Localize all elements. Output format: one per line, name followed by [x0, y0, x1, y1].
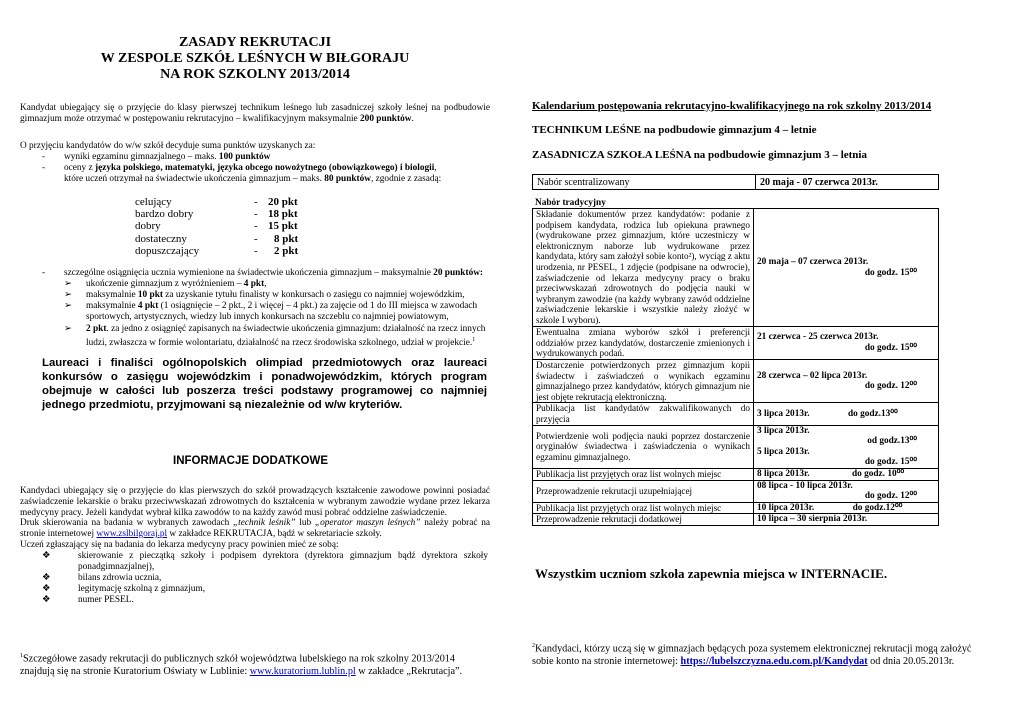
page-title	[20, 35, 490, 83]
table-cell: Nabór scentralizowany	[533, 175, 756, 190]
kuratorium-link[interactable]: www.kuratorium.lublin.pl	[249, 666, 356, 678]
table-row	[533, 502, 939, 514]
table-cell: 08 lipca - 10 lipca 2013r. do godz. 12⁰⁰	[754, 480, 939, 502]
table-cell: Potwierdzenie woli podjęcia nauki poprzez dostarczenie oryginałów świadectwa i zaświadczenia o wynikach egzaminu gimnazjalnego.	[533, 425, 754, 468]
footnote-1: $^1$Szczegółowe zasady rekrutacji do publicznych szkół województwa lubelskiego na rok szkolny 2013/2014 znajdują się na stronie Kuratorium Oświaty w Lublinie: www.kuratorium.lublin.pl w zakładce „Rekrutacja”.	[20, 653, 463, 678]
title-line-1: ZASADY REKRUTACJI	[178, 35, 332, 50]
central-table	[532, 174, 939, 190]
info-referral-paragraph: Druk skierowania na badania w wybranych zawodach „technik leśnik” lub „operator maszyn leśnych” należy pobrać na stronie internetowej www.zslbilgoraj.pl w zakładce REKRUTACJA, bądź w sekretariacie szkoły.	[20, 518, 491, 539]
grade-points: 2 pkt	[274, 245, 299, 257]
table-cell: Publikacja list kandydatów zakwalifikowanych do przyjęcia	[533, 403, 754, 425]
calendar-heading: Kalendarium postępowania rekrutacyjno-kwalifikacyjnego na rok szkolny 2013/2014	[532, 100, 932, 112]
table-row	[533, 468, 939, 480]
table-row	[533, 175, 939, 190]
school-website-link[interactable]: www.zslbilgoraj.pl	[96, 528, 168, 539]
table-row	[533, 360, 939, 403]
grade-sep: -	[254, 208, 258, 220]
arrow-icon: ➢	[64, 301, 72, 311]
info-paragraph: Kandydaci ubiegający się o przyjęcie do klas pierwszych do szkół prowadzących kształcenie zawodowe powinni posiadać zaświadczenie lekarskie o braku przeciwwskazań zdrowotnych do kształcenia w wybranym zawodzie wydane przez lekarza medycyny pracy. Jeżeli kandydat wybrał kilka zawodów to na każdy zawód musi pobrać oddzielne zaświadczenie.	[20, 486, 490, 518]
diamond-icon: ❖	[42, 584, 51, 594]
diamond-icon: ❖	[42, 595, 51, 605]
decides-text: O przyjęciu kandydatów do w/w szkół decyduje suma punktów uzyskanych za:	[20, 141, 316, 151]
grade-name: bardzo dobry	[135, 208, 194, 220]
diamond-icon: ❖	[42, 551, 51, 561]
internat-note: Wszystkim uczniom szkoła zapewnia miejsca w INTERNACIE.	[535, 566, 888, 581]
list-item: ❖ bilans zdrowia ucznia,	[42, 573, 162, 583]
grade-points: 18 pkt	[268, 208, 298, 220]
arrow-icon: ➢	[64, 290, 72, 300]
table-cell: 21 czerwca - 25 czerwca 2013r. do godz. 15⁰⁰	[754, 327, 939, 360]
title-line-3: NA ROK SZKOLNY 2013/2014	[160, 67, 350, 82]
table-cell: 10 lipca – 30 sierpnia 2013r.	[754, 514, 939, 526]
arrow-icon: ➢	[64, 279, 72, 289]
table-cell: Składanie dokumentów przez kandydatów: podanie z podpisem kandydata, rodzica lub opiekuna prawnego (wydrukowane przez gimnazjum, które uczestniczy w elektronicznym naborze lub wydrukowane przez kandydata, który sam założył sobie konto²), wyciąg z aktu urodzenia, nr PESEL, 1 zdjęcie (podpisane na odwrocie), zaświadczenie od lekarza medycyny pracy o braku przeciwwskazań zdrowotnych do podjęcia nauki w wybranym zawodzie (na każdy wybrany zawód oddzielne zaświadczenie lekarskie i wszystkie należy złożyć w szkole I wyboru).	[533, 209, 754, 327]
grade-sep: -	[254, 245, 258, 257]
footnote-2: $^2$Kandydaci, którzy uczą się w gimnazjach będących poza systemem elektronicznej rekrutacji mogą założyć sobie konto na stronie internetowej: https://lubelszczyzna.edu.com.pl/Kandydat od dnia 20.05.2013r.	[532, 643, 972, 668]
table-row	[533, 209, 939, 327]
table-row	[533, 480, 939, 502]
table-cell: 10 lipca 2013r. do godz.12⁰⁰	[754, 502, 939, 514]
table-cell: Przeprowadzenie rekrutacji dodatkowej	[533, 514, 754, 526]
list-item: ❖ legitymację szkolną z gimnazjum,	[42, 584, 206, 594]
laureaci-paragraph: Laureaci i finaliści ogólnopolskich olimpiad przedmiotowych oraz laureaci konkursów o zasięgu wojewódzkim i ponadwojewódzkim, których program obejmuje w całości lub poszerza treści podstawy programowej co najmniej jednego przedmiotu, przyjmowani są niezależnie od w/w kryteriów.	[42, 357, 487, 411]
table-cell: Publikacja list przyjętych oraz list wolnych miejsc	[533, 502, 754, 514]
table-cell: Dostarczenie potwierdzonych przez gimnazjum kopii świadectw i zaświadczeń o wynikach egzaminu gimnazjalnego przez kandydatów, których gimnazjum nie jest objęte rekrutacją elektroniczną.	[533, 360, 754, 403]
zasadnicza-heading: ZASADNICZA SZKOŁA LEŚNA na podbudowie gimnazjum 3 – letnia	[532, 149, 867, 161]
diamond-icon: ❖	[42, 573, 51, 583]
list-item: ❖ numer PESEL.	[42, 595, 134, 605]
table-row	[533, 327, 939, 360]
grade-name: dostateczny	[135, 233, 187, 245]
title-line-2: W ZESPOLE SZKÓŁ LEŚNYCH W BIŁGORAJU	[100, 51, 410, 66]
table-cell: 3 lipca 2013r. do godz.13⁰⁰	[754, 403, 939, 425]
grade-name: dobry	[135, 220, 161, 232]
list-item: ➢ maksymalnie 10 pkt za uzyskanie tytułu finalisty w konkursach o zasięgu co najmniej wojewódzkim,	[64, 290, 465, 300]
list-item: ➢ ukończenie gimnazjum z wyróżnieniem – 4 pkt,	[64, 279, 267, 289]
technikum-heading: TECHNIKUM LEŚNE na podbudowie gimnazjum 4 – letnie	[532, 124, 817, 136]
grade-points: 15 pkt	[268, 220, 298, 232]
grade-sep: -	[254, 220, 258, 232]
table-cell: 3 lipca 2013r. od godz.13⁰⁰ 5 lipca 2013r. do godz. 15⁰⁰	[754, 425, 939, 468]
grade-name: celujący	[135, 196, 172, 208]
traditional-heading: Nabór tradycyjny	[535, 198, 606, 208]
intro-paragraph: Kandydat ubiegający się o przyjęcie do klasy pierwszej technikum leśnego lub zasadniczej szkoły leśnej na podbudowie gimnazjum może otrzymać w postępowaniu rekrutacyjno – kwalifikacyjnym maksymalnie 200 punktów.	[20, 103, 490, 124]
table-cell: Przeprowadzenie rekrutacji uzupełniającej	[533, 480, 754, 502]
grade-points: 8 pkt	[274, 233, 299, 245]
table-row	[533, 403, 939, 425]
kandydat-link[interactable]: https://lubelszczyzna.edu.com.pl/Kandydat	[680, 656, 868, 668]
table-cell: 28 czerwca – 02 lipca 2013r. do godz. 12⁰⁰	[754, 360, 939, 403]
grade-sep: -	[254, 233, 258, 245]
table-row	[533, 425, 939, 468]
table-cell: Publikacja list przyjętych oraz list wolnych miejsc	[533, 468, 754, 480]
grade-name: dopuszczający	[135, 245, 200, 257]
table-cell: 8 lipca 2013r. do godz. 10⁰⁰	[754, 468, 939, 480]
table-row	[533, 514, 939, 526]
grade-sep: -	[254, 196, 258, 208]
table-cell: 20 maja – 07 czerwca 2013r. do godz. 15⁰⁰	[754, 209, 939, 327]
table-cell: Ewentualna zmiana wyborów szkół i preferencji oddziałów przez kandydatów, dostarczenie zmienionych i wydrukowanych podań.	[533, 327, 754, 360]
list-item: ❖ skierowanie z pieczątką szkoły i podpisem dyrektora (dyrektora gimnazjum bądź dyrektora szkoły ponadgimnazjalnej),	[42, 551, 488, 572]
arrow-icon: ➢	[64, 324, 72, 334]
info-bring-text: Uczeń zgłaszający się na badania do lekarza medycyny pracy powinien mieć ze sobą:	[20, 540, 339, 550]
info-heading: INFORMACJE DODATKOWE	[173, 455, 329, 467]
list-item: ➢ 2 pkt. za jedno z osiągnięć zapisanych na świadectwie ukończenia gimnazjum: działalność na rzecz innych ludzi, zwłaszcza w formie wolontariatu, działalność na rzecz środowiska szkolnego, udział w projekcie.$^1$	[64, 324, 486, 349]
grade-points: 20 pkt	[268, 196, 298, 208]
schedule-table	[532, 208, 939, 526]
table-cell: 20 maja - 07 czerwca 2013r.	[756, 175, 939, 190]
list-item: ➢ maksymalnie 4 pkt (1 osiągnięcie – 2 pkt., 2 i więcej – 4 pkt.) za zajęcie od 1 do III miejsca w zawodach sportowych, artystycznych, wiedzy lub innych konkursach na szczeblu co najmniej powiatowym,	[64, 301, 478, 322]
